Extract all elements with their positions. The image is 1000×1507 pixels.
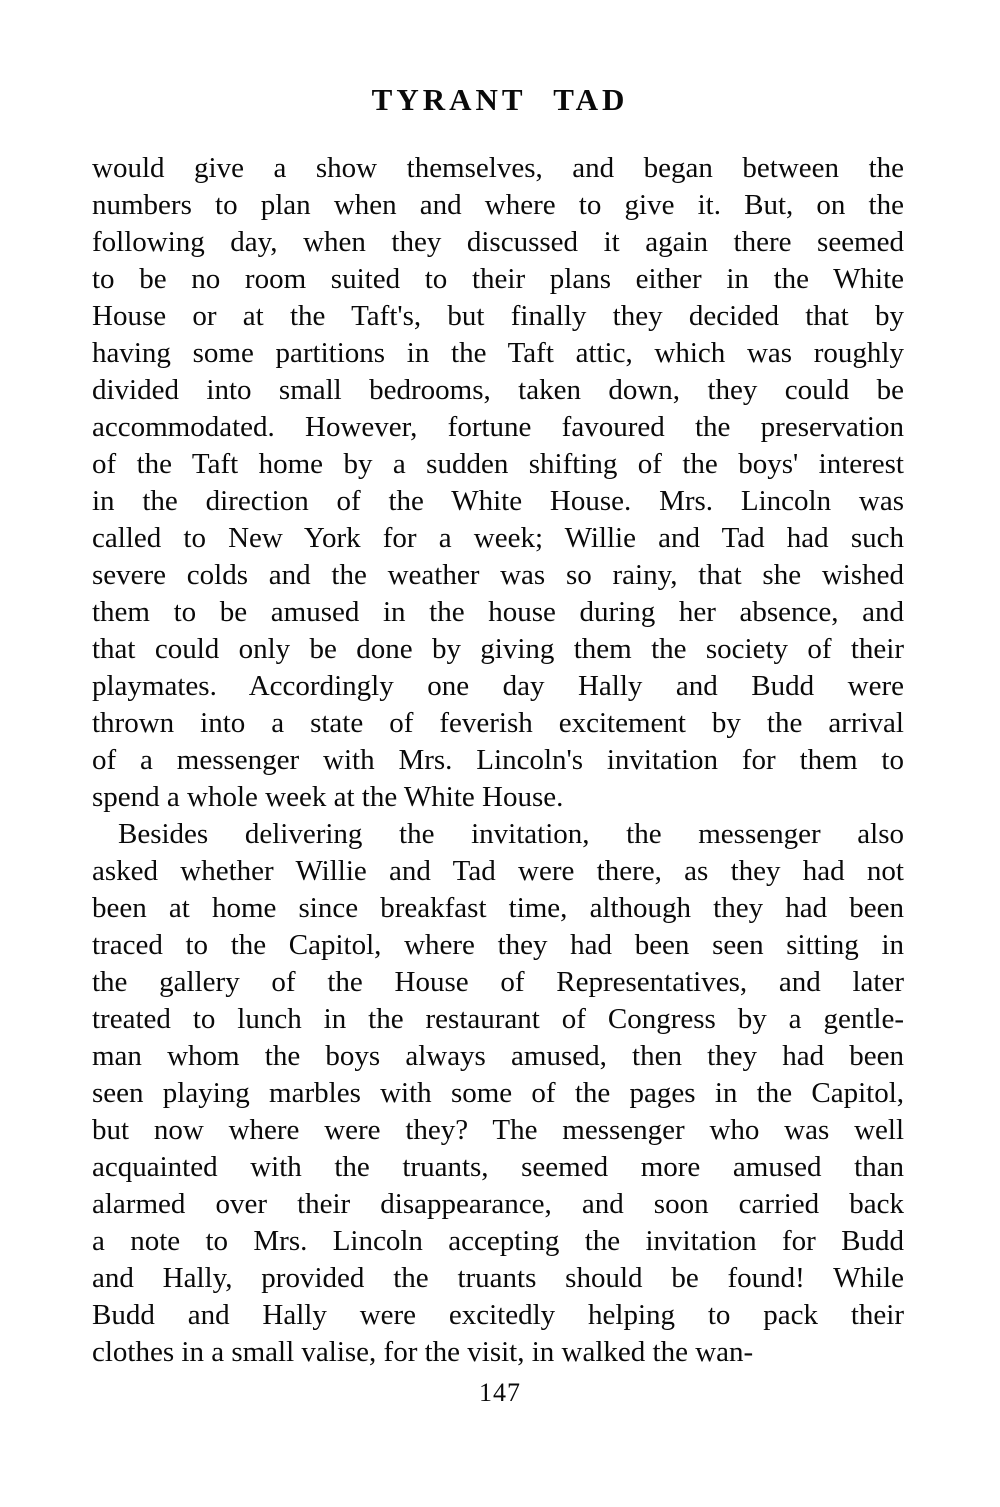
text-line: Besides delivering the invitation, the messenger also (118, 818, 904, 850)
page-body (92, 150, 904, 1371)
page-number: 147 (479, 1378, 521, 1407)
text-line: thrown into a state of feverish excitement by the arrival (92, 707, 904, 739)
text-line: that could only be done by giving them the society of their (92, 633, 904, 665)
text-line: of the Taft home by a sudden shifting of the boys' interest (92, 448, 904, 480)
text-line: would give a show themselves, and began between the (92, 152, 904, 184)
text-line: divided into small bedrooms, taken down, they could be (92, 374, 904, 406)
text-line: acquainted with the truants, seemed more amused than (92, 1151, 904, 1183)
text-line: man whom the boys always amused, then they had been (92, 1040, 904, 1072)
text-line: Budd and Hally were excitedly helping to pack their (92, 1299, 904, 1331)
text-line: playmates. Accordingly one day Hally and Budd were (92, 670, 904, 702)
text-line: a note to Mrs. Lincoln accepting the invitation for Budd (92, 1225, 904, 1257)
text-line: them to be amused in the house during her absence, and (92, 596, 904, 628)
page-header: TYRANT TAD (371, 82, 629, 117)
text-line: asked whether Willie and Tad were there, as they had not (92, 855, 904, 887)
text-line: the gallery of the House of Representatives, and later (92, 966, 904, 998)
text-line: House or at the Taft's, but finally they decided that by (92, 300, 904, 332)
text-line: severe colds and the weather was so rainy, that she wished (92, 559, 904, 591)
text-line: to be no room suited to their plans either in the White (92, 263, 904, 295)
text-line: and Hally, provided the truants should be found! While (92, 1262, 904, 1294)
text-line: in the direction of the White House. Mrs. Lincoln was (92, 485, 904, 517)
text-line: but now where were they? The messenger who was well (92, 1114, 904, 1146)
text-line: spend a whole week at the White House. (92, 781, 564, 813)
text-line: traced to the Capitol, where they had been seen sitting in (92, 929, 904, 961)
text-line: clothes in a small valise, for the visit, in walked the wan- (92, 1336, 754, 1368)
text-line: accommodated. However, fortune favoured the preservation (92, 411, 904, 443)
text-line: numbers to plan when and where to give it. But, on the (92, 189, 904, 221)
text-line: of a messenger with Mrs. Lincoln's invitation for them to (92, 744, 904, 776)
text-line: having some partitions in the Taft attic, which was roughly (92, 337, 904, 369)
text-line: treated to lunch in the restaurant of Congress by a gentle- (92, 1003, 904, 1035)
text-line: alarmed over their disappearance, and soon carried back (92, 1188, 904, 1220)
text-line: been at home since breakfast time, although they had been (92, 892, 904, 924)
text-line: called to New York for a week; Willie and Tad had such (92, 522, 904, 554)
text-line: following day, when they discussed it again there seemed (92, 226, 904, 258)
text-line: seen playing marbles with some of the pages in the Capitol, (92, 1077, 904, 1109)
